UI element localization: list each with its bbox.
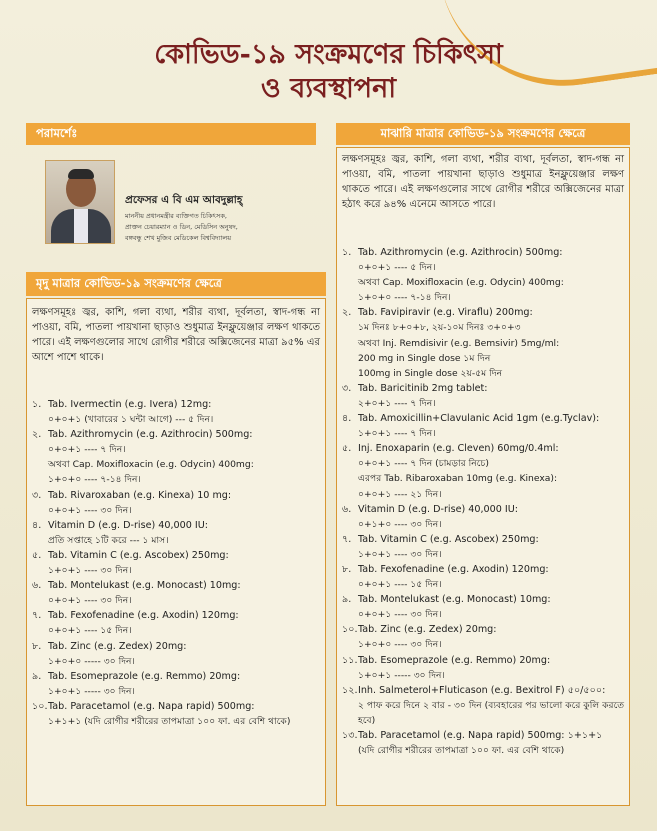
mild-item-drug: Tab. Azithromycin (e.g. Azithrocin) 500mg: [48,429,253,441]
mild-item-drug: Vitamin D (e.g. D-rise) 40,000 IU: [48,519,208,531]
mild-item-dosage: ০+০+১ (খাবারের ১ ঘন্টা আগে) --- ৫ দিন। [48,414,214,426]
mild-item-number: ৭. [32,610,42,622]
mild-item [32,578,322,593]
mild-item [32,548,322,563]
mild-item-drug: Tab. Fexofenadine (e.g. Axodin) 120mg: [48,610,239,622]
mild-item-number: ৮. [32,640,42,652]
moderate-item-dosage: ১+০+০ ---- ৭-১৪ দিন। [358,292,451,304]
mild-item-number: ১. [32,399,42,410]
moderate-item [342,592,628,607]
mild-item-number: ১০. [32,700,48,712]
moderate-item-number: ৭. [342,533,352,545]
moderate-item-drug: Tab. Esomeprazole (e.g. Remmo) 20mg: [358,654,551,666]
mild-item-dosage: ০+০+১ ---- ১৫ দিন। [48,625,132,637]
moderate-item-dosage: ০+০+১ ---- ২১ দিন। [358,488,442,500]
mild-item-drug: Tab. Rivaroxaban (e.g. Kinexa) 10 mg: [48,489,232,501]
mild-item-number: ৩. [32,489,42,501]
moderate-item-dosage: ০+০+১ ---- ৫ দিন। [358,262,436,274]
moderate-item-dosage: (যদি রোগীর শরীরের তাপমাত্রা ১০০ ফা. এর বেশি থাকে) [358,745,565,757]
mild-item-dosage: ১+০+১ ----- ৩০ দিন। [48,685,135,697]
moderate-item-dosage: ০+০+১ ---- ১৫ দিন। [358,579,442,591]
mild-item-number: ৫. [32,549,42,561]
mild-item-dosage: প্রতি সপ্তাহে ১টি করে --- ১ মাস। [48,534,169,546]
mild-item-dosage: ১+০+১ ---- ৩০ দিন। [48,565,132,577]
moderate-item [342,653,628,668]
mild-item-drug: Tab. Ivermectin (e.g. Ivera) 12mg: [48,399,212,410]
moderate-item-drug: Tab. Zinc (e.g. Zedex) 20mg: [358,624,497,636]
moderate-item-drug: Tab. Montelukast (e.g. Monocast) 10mg: [358,594,551,606]
moderate-item [342,411,628,426]
moderate-item-dosage: ১+০+১ ---- ৩০ দিন। [358,548,442,560]
moderate-item [342,305,628,320]
mild-item-dosage: ০+০+১ ---- ৩০ দিন। [48,595,132,607]
moderate-item-dosage: ১+০+১ ---- ৭ দিন। [358,428,436,440]
mild-item-drug: Tab. Zinc (e.g. Zedex) 20mg: [48,640,187,652]
moderate-item-number: ১. [342,247,352,258]
moderate-item-dosage: ০+১+০ ---- ৩০ দিন। [358,518,442,530]
moderate-item-drug: Tab. Azithromycin (e.g. Azithrocin) 500mg: [358,247,563,258]
moderate-item [342,502,628,517]
moderate-item [342,622,628,637]
moderate-item-dosage: ১ম দিনঃ ৮+০+৮, ২য়-১০ম দিনঃ ৩+০+৩ [358,322,521,334]
advisor-heading: পরামর্শেঃ [26,123,316,145]
moderate-symptoms: লক্ষণসমূহঃ জ্বর, কাশি, গলা ব্যথা, শরীর ব্যথা, দূর্বলতা, স্বাদ-গন্ধ না পাওয়া, বমি, পাতলা পায়খানা ছাড়াও শুধুমাত্র ইনফ্লুয়েঞ্জার লক্ষণ থাকতে পারে। এই লক্ষণগুলোর সাথে রোগীর শরীরে অক্সিজেনের মাত্রা হঠাৎ করে ৯৪% এনেমে আসতে পারে। [342,154,624,210]
mild-item [32,699,322,714]
moderate-item-number: ১৩. [342,730,358,741]
mild-item-drug: Tab. Vitamin C (e.g. Ascobex) 250mg: [48,549,229,561]
moderate-item-dosage: অথবা Inj. Remdisivir (e.g. Bemsivir) 5mg/ml: [358,337,560,349]
advisor-name: প্রফেসর এ বি এম আবদুল্লাহ্ [125,194,243,206]
mild-item-dosage: ১+১+১ (যদি রোগীর শরীরের তাপমাত্রা ১০০ ফা. এর বেশি থাকে) [48,715,291,727]
moderate-item-drug: Tab. Fexofenadine (e.g. Axodin) 120mg: [358,563,549,575]
moderate-heading: মাঝারি মাত্রার কোভিড-১৯ সংক্রমণের ক্ষেত্রে [336,123,630,145]
moderate-item-number: ১০. [342,624,358,636]
moderate-item-dosage: 200 mg in Single dose ১ম দিন [358,352,491,364]
moderate-item-number: ২. [342,307,352,319]
mild-item-number: ৬. [32,580,42,592]
advisor-line-1: মাননীয় প্রধানমন্ত্রীর ব্যক্তিগত চিকিৎসক, [125,212,227,220]
mild-item [32,427,322,442]
mild-item [32,639,322,654]
moderate-item-number: ৮. [342,563,352,575]
moderate-item-dosage: ১+০+১ ----- ৩০ দিন। [358,669,445,681]
moderate-item-dosage: ০+০+১ ---- ৭ দিন (চামড়ার নিচে) [358,458,490,470]
mild-item [32,397,322,412]
doctor-portrait [45,160,115,244]
moderate-item-drug: Tab. Vitamin C (e.g. Ascobex) 250mg: [358,533,539,545]
mild-medication-list [32,397,322,729]
mild-item [32,518,322,533]
moderate-item-drug: Inj. Enoxaparin (e.g. Cleven) 60mg/0.4ml: [358,443,559,455]
moderate-item [342,728,628,743]
page-title: কোভিড-১৯ সংক্রমণের চিকিৎসা [154,39,503,70]
moderate-item-dosage: ১+০+০ ---- ৩০ দিন। [358,639,442,651]
mild-item-number: ৪. [32,519,42,531]
moderate-item-number: ৫. [342,443,352,455]
moderate-item-number: ৩. [342,382,352,394]
advisor-line-3: বঙ্গবন্ধু শেখ মুজিব মেডিকেল বিশ্ববিদ্যালয় [125,234,232,242]
moderate-item [342,532,628,547]
mild-heading: মৃদু মাত্রার কোভিড-১৯ সংক্রমণের ক্ষেত্রে [26,272,326,296]
mild-item-dosage: ১+০+০ ---- ৭-১৪ দিন। [48,474,141,486]
mild-item-dosage: অথবা Cap. Moxifloxacin (e.g. Odycin) 400mg: [48,459,254,471]
mild-item-dosage: ১+০+০ ----- ৩০ দিন। [48,655,135,667]
moderate-item-number: ১২. [342,684,358,696]
moderate-item-number: ৪. [342,413,352,425]
advisor-line-2: প্রাক্তন চেয়ারম্যান ও ডিন, মেডিসিন অনুষদ, [125,223,238,231]
moderate-item-dosage: ২+০+১ ---- ৭ দিন। [358,397,436,409]
moderate-item [342,562,628,577]
moderate-item-number: ৯. [342,594,352,606]
mild-item-number: ৯. [32,670,42,682]
moderate-item-drug: Tab. Favipiravir (e.g. Viraflu) 200mg: [358,307,533,319]
moderate-item-drug: Tab. Baricitinib 2mg tablet: [358,382,488,394]
moderate-item [342,441,628,456]
mild-item [32,669,322,684]
moderate-item-dosage: ০+০+১ ---- ৩০ দিন। [358,609,442,621]
moderate-item [342,245,628,260]
moderate-item [342,683,628,698]
moderate-medication-list [342,245,628,758]
mild-item-number: ২. [32,429,42,441]
moderate-item [342,381,628,396]
mild-item [32,488,322,503]
moderate-item-dosage: ২ পাফ করে দিনে ২ বার - ৩০ দিন (ব্যবহারের পর ভালো করে কুলি করতে হবে) [358,699,625,726]
moderate-item-drug: Vitamin D (e.g. D-rise) 40,000 IU: [358,503,518,515]
moderate-item-drug: Inh. Salmeterol+Fluticason (e.g. Bexitrol F) ৫০/৫০০: [358,684,606,696]
mild-item-drug: Tab. Paracetamol (e.g. Napa rapid) 500mg: [48,700,255,712]
moderate-item-dosage: এরপর Tab. Ribaroxaban 10mg (e.g. Kinexa): [358,473,558,485]
mild-item [32,608,322,623]
moderate-item-drug: Tab. Amoxicillin+Clavulanic Acid 1gm (e.g.Tyclav): [358,413,600,425]
moderate-item-dosage: 100mg in Single dose ২য়-৫ম দিন [358,367,503,379]
mild-item-dosage: ০+০+১ ---- ৭ দিন। [48,444,126,456]
mild-item-dosage: ০+০+১ ---- ৩০ দিন। [48,504,132,516]
moderate-item-number: ১১. [342,654,358,666]
moderate-item-dosage: অথবা Cap. Moxifloxacin (e.g. Odycin) 400mg: [358,277,564,289]
mild-symptoms: লক্ষণসমূহঃ জ্বর, কাশি, গলা ব্যথা, শরীর ব্যথা, দূর্বলতা, স্বাদ-গন্ধ না পাওয়া, বমি, পাতলা পায়খানা ছাড়াও শুধুমাত্র ইনফ্লুয়েঞ্জার লক্ষণ থাকতে পারে। এই লক্ষণগুলোর সাথে রোগীর শরীরে অক্সিজেনের মাত্রা ৯৫% এর আশে পাশে থাকে। [32,307,320,363]
page-title-line2: ও ব্যবস্থাপনা [260,73,397,104]
mild-item-drug: Tab. Esomeprazole (e.g. Remmo) 20mg: [48,670,241,682]
moderate-item-number: ৬. [342,503,352,515]
mild-item-drug: Tab. Montelukast (e.g. Monocast) 10mg: [48,580,241,592]
moderate-item-drug: Tab. Paracetamol (e.g. Napa rapid) 500mg: ১+১+১ [358,730,603,741]
